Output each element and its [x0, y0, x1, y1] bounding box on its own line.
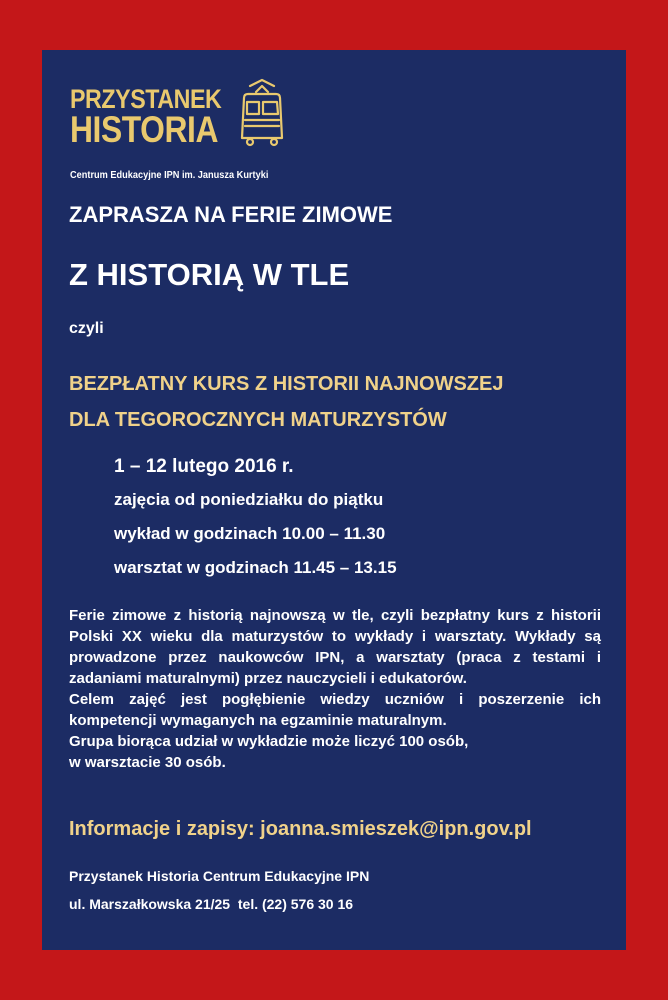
- czyli-label: czyli: [69, 320, 104, 337]
- schedule-days: zajęcia od poniedziałku do piątku: [114, 490, 384, 509]
- logo-line-2: HISTORIA: [70, 109, 219, 150]
- logo-line-1: PRZYSTANEK: [70, 84, 222, 114]
- course-heading-line-1: BEZPŁATNY KURS Z HISTORII NAJNOWSZEJ: [69, 373, 504, 395]
- tram-icon: [236, 76, 288, 148]
- poster-panel: [42, 50, 626, 950]
- course-heading: [69, 366, 503, 438]
- contact-info: Informacje i zapisy: joanna.smieszek@ipn.gov.pl: [69, 818, 532, 840]
- event-title: Z HISTORIĄ W TLE: [69, 257, 350, 292]
- course-heading-line-2: DLA TEGOROCZNYCH MATURZYSTÓW: [69, 409, 447, 431]
- description-text: [69, 605, 601, 773]
- description-paragraph-3: Grupa biorąca udział w wykładzie może liczyć 100 osób,: [69, 733, 469, 750]
- logo-subtitle: Centrum Edukacyjne IPN im. Janusza Kurtyki: [70, 170, 269, 181]
- schedule-block: [114, 456, 397, 592]
- invite-heading: ZAPRASZA NA FERIE ZIMOWE: [69, 202, 393, 227]
- schedule-dates: 1 – 12 lutego 2016 r.: [114, 456, 294, 477]
- schedule-workshop: warsztat w godzinach 11.45 – 13.15: [114, 558, 397, 577]
- description-paragraph-1: Ferie zimowe z historią najnowszą w tle, czyli bezpłatny kurs z historii Polski XX wieku dla maturzystów to wykłady i warsztaty. Wykłady są prowadzone przez naukowców IPN, a warsztaty (praca z testami i zadaniami maturalnymi) przez nauczycieli i edukatorów.: [69, 607, 601, 687]
- przystanek-historia-logo: [68, 74, 288, 184]
- description-paragraph-2: Celem zajęć jest pogłębienie wiedzy uczniów i poszerzenie ich kompetencji wymaganych na egzaminie maturalnym.: [69, 691, 601, 729]
- footer-address: ul. Marszałkowska 21/25 tel. (22) 576 30 16: [69, 896, 354, 912]
- schedule-lecture: wykład w godzinach 10.00 – 11.30: [114, 524, 386, 543]
- description-paragraph-4: w warsztacie 30 osób.: [69, 754, 226, 771]
- footer-organization: Przystanek Historia Centrum Edukacyjne IPN: [69, 868, 370, 884]
